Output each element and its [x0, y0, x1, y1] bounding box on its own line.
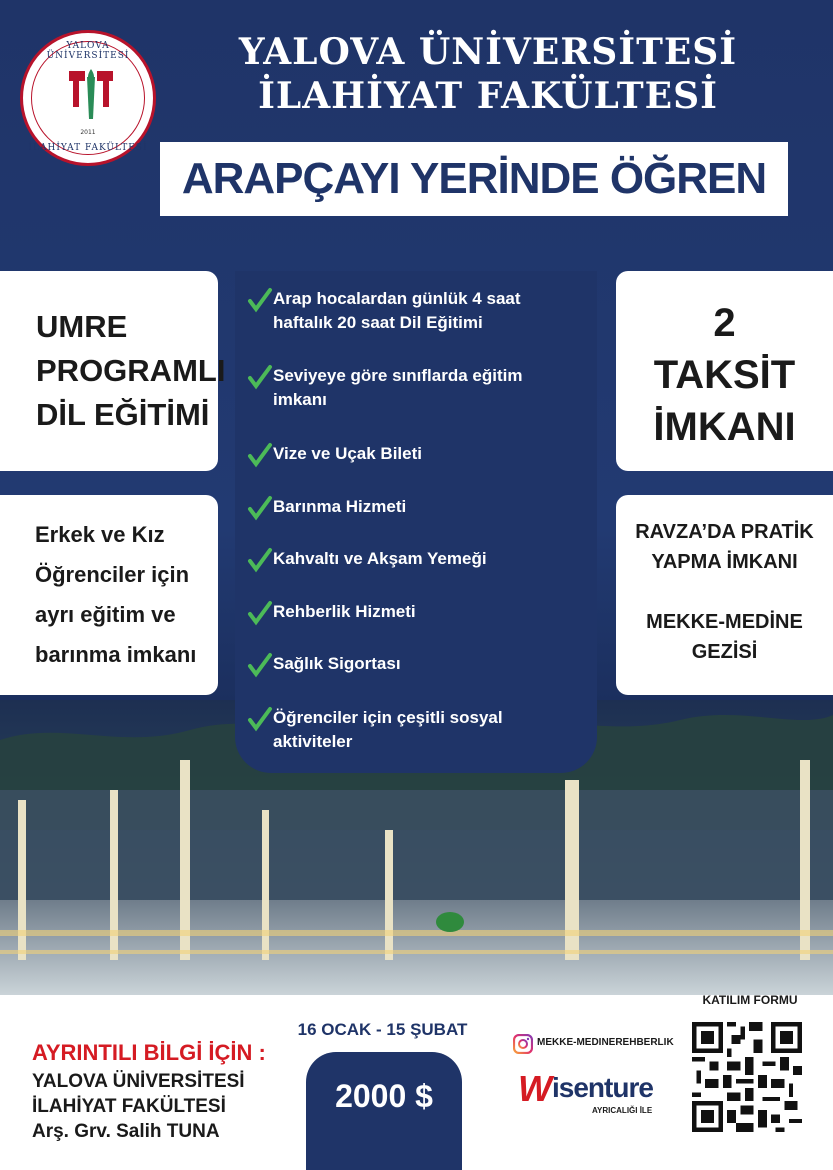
- card-text-line: barınma imkanı: [35, 642, 197, 667]
- feature-item: Sağlık Sigortası: [249, 652, 589, 676]
- card-text-line: GEZİSİ: [691, 641, 758, 663]
- feature-item: Vize ve Uçak Bileti: [249, 442, 589, 466]
- check-icon: [247, 287, 273, 313]
- qr-code-icon[interactable]: [692, 1022, 802, 1132]
- price-box: [306, 1052, 462, 1170]
- card-text-line: ayrı eğitim ve: [35, 602, 176, 627]
- contact-heading: AYRINTILI BİLGİ İÇİN :: [32, 1040, 266, 1065]
- contact-person: Arş. Grv. Salih TUNA: [32, 1121, 220, 1142]
- card-text-line: RAVZA’DA PRATİK: [635, 521, 814, 543]
- check-icon: [247, 600, 273, 626]
- check-icon: [247, 652, 273, 678]
- price: 2000 $: [335, 1078, 433, 1114]
- card-text-line: UMRE: [36, 309, 128, 344]
- contact-line: İLAHİYAT FAKÜLTESİ: [32, 1096, 226, 1117]
- slogan: ARAPÇAYI YERİNDE ÖĞREN: [181, 154, 767, 203]
- check-icon: [247, 495, 273, 521]
- logo-emblem-icon: [63, 67, 119, 129]
- university-logo: [20, 30, 156, 166]
- university-title: [168, 30, 808, 118]
- feature-item: Barınma Hizmeti: [249, 495, 589, 519]
- card-ravza-trip: [616, 495, 833, 695]
- check-icon: [247, 706, 273, 732]
- card-separate-education: [0, 495, 218, 695]
- features-panel: [235, 271, 597, 773]
- card-text-line: Erkek ve Kız: [35, 522, 165, 547]
- contact-line: YALOVA ÜNİVERSİTESİ: [32, 1071, 245, 1092]
- card-text-line: YAPMA İMKANI: [651, 551, 798, 573]
- check-icon: [247, 547, 273, 573]
- card-text-line: PROGRAMLI: [36, 353, 226, 388]
- slogan-box: [160, 142, 788, 216]
- feature-item: Seviyeye göre sınıflarda eğitim imkanı: [249, 364, 589, 412]
- logo-text-bottom: İLAHİYAT FAKÜLTESİ: [28, 143, 148, 153]
- logo-year: 2011: [80, 129, 96, 136]
- card-text-line: Öğrenciler için: [35, 562, 190, 587]
- form-label: KATILIM FORMU: [702, 993, 798, 1007]
- logo-text-top: YALOVA ÜNİVERSİTESİ: [46, 41, 130, 61]
- wisenture-tagline: AYRICALIĞI İLE: [592, 1106, 653, 1115]
- program-dates: 16 OCAK - 15 ŞUBAT: [297, 1020, 468, 1039]
- university-name: YALOVA ÜNİVERSİTESİ: [238, 31, 738, 73]
- feature-item: Rehberlik Hizmeti: [249, 600, 589, 624]
- card-umre-program: [0, 271, 226, 471]
- instagram-handle: MEKKE-MEDINEREHBERLIK: [537, 1037, 674, 1048]
- check-icon: [247, 364, 273, 390]
- card-text-line: İMKANI: [653, 405, 796, 449]
- check-icon: [247, 442, 273, 468]
- instagram-icon: [513, 1034, 533, 1054]
- feature-item: Öğrenciler için çeşitli sosyal aktiviteler: [249, 706, 589, 754]
- card-text-line: TAKSİT: [653, 353, 796, 397]
- feature-item: Kahvaltı ve Akşam Yemeği: [249, 547, 589, 571]
- card-text-line: 2: [713, 301, 736, 345]
- feature-item: Arap hocalardan günlük 4 saat haftalık 20 saat Dil Eğitimi: [249, 287, 589, 335]
- card-text-line: DİL EĞİTİMİ: [36, 397, 210, 432]
- wisenture-logo-text: isenture: [552, 1072, 653, 1103]
- wisenture-logo: W: [518, 1068, 552, 1109]
- faculty-name: İLAHİYAT FAKÜLTESİ: [258, 75, 718, 117]
- card-text-line: MEKKE-MEDİNE: [646, 611, 803, 633]
- card-installment: [616, 271, 833, 471]
